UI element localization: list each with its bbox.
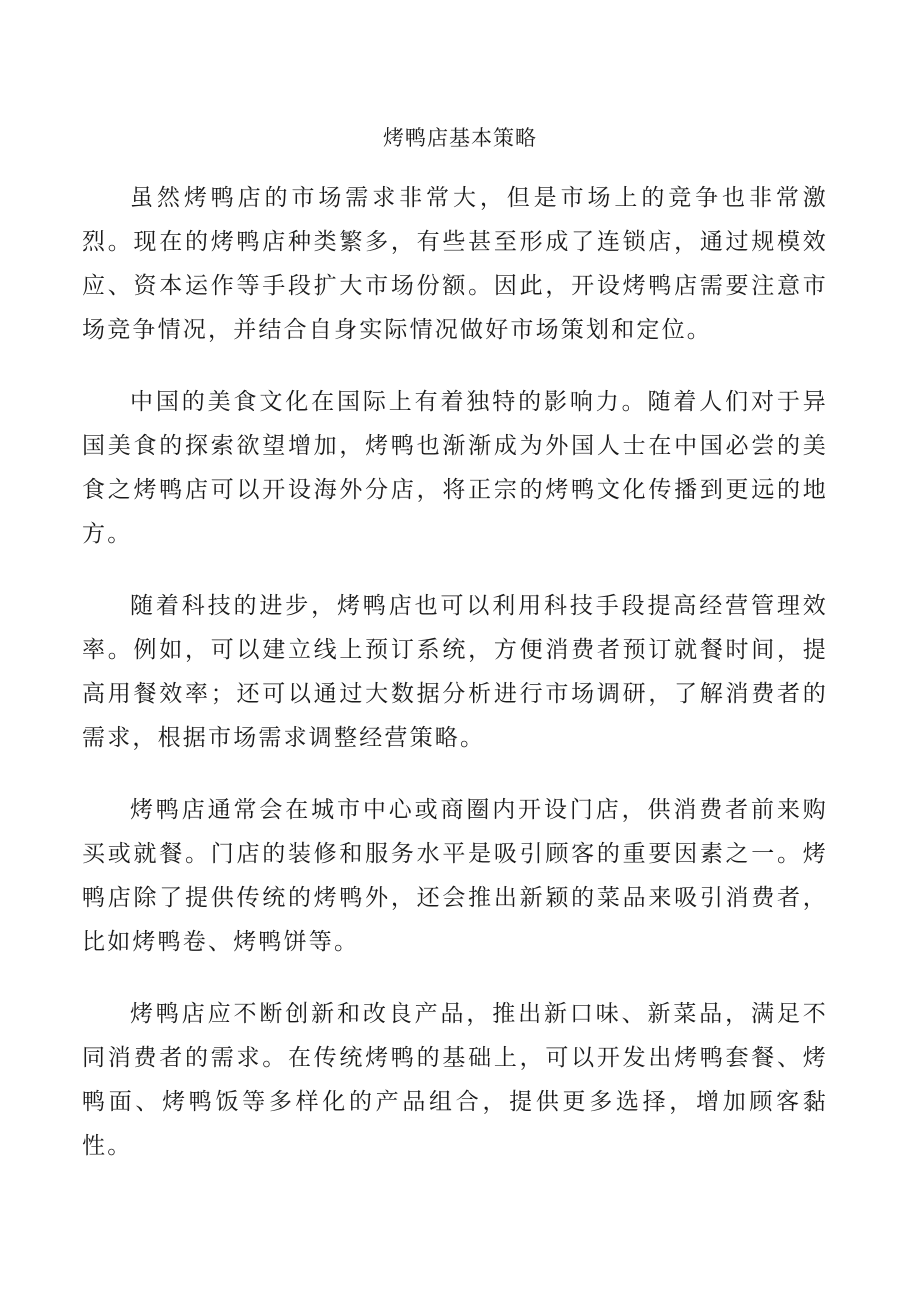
document-title: 烤鸭店基本策略 [383,126,537,150]
paragraph-4: 烤鸭店通常会在城市中心或商圈内开设门店，供消费者前来购买或就餐。门店的装修和服务水平是吸引顾客的重要因素之一。烤鸭店除了提供传统的烤鸭外，还会推出新颖的菜品来吸引消费者，比如烤鸭卷、烤鸭饼等。 [82,797,828,955]
paragraph-2: 中国的美食文化在国际上有着独特的影响力。随着人们对于异国美食的探索欲望增加，烤鸭也渐渐成为外国人士在中国必尝的美食之烤鸭店可以开设海外分店，将正宗的烤鸭文化传播到更远的地方。 [82,389,828,547]
paragraph-5: 烤鸭店应不断创新和改良产品，推出新口味、新菜品，满足不同消费者的需求。在传统烤鸭的基础上，可以开发出烤鸭套餐、烤鸭面、烤鸭饭等多样化的产品组合，提供更多选择，增加顾客黏性。 [82,1001,828,1159]
paragraph-1: 虽然烤鸭店的市场需求非常大，但是市场上的竞争也非常激烈。现在的烤鸭店种类繁多，有些甚至形成了连锁店，通过规模效应、资本运作等手段扩大市场份额。因此，开设烤鸭店需要注意市场竞争情况，并结合自身实际情况做好市场策划和定位。 [82,185,828,343]
paragraph-3: 随着科技的进步，烤鸭店也可以利用科技手段提高经营管理效率。例如，可以建立线上预订系统，方便消费者预订就餐时间，提高用餐效率；还可以通过大数据分析进行市场调研，了解消费者的需求，根据市场需求调整经营策略。 [82,593,828,751]
document-body [82,176,828,1196]
